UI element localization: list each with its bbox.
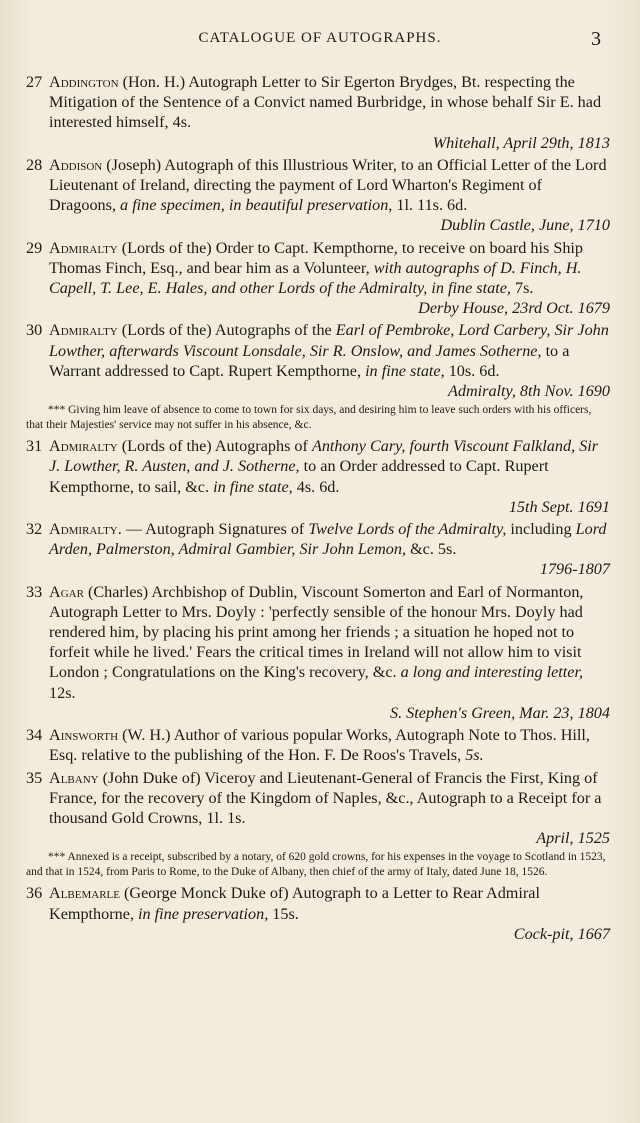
entry-condition: a long and interesting letter, — [400, 663, 584, 682]
entry-dateline: Whitehall, April 29th, 1813 — [432, 133, 610, 152]
catalogue-entry — [26, 155, 610, 236]
entry-condition: in fine state, — [213, 477, 293, 496]
page-header — [0, 28, 640, 50]
entry-number: 29 — [26, 238, 43, 257]
catalogue-entry — [26, 519, 610, 580]
entry-dateline: Cock-pit, 1667 — [513, 924, 610, 943]
catalogue-entry — [26, 725, 610, 765]
entry-price: 4s. 6d. — [296, 477, 340, 496]
entry-price: 12s. — [49, 683, 76, 702]
entry-price: 1l. 11s. 6d. — [396, 196, 468, 215]
entry-condition: with autographs of D. Finch, H. Capell, T. Lee, E. Hales, and other Lords of the Admiralty, in fine state, — [49, 258, 582, 298]
entry-dateline: Admiralty, 8th Nov. 1690 — [447, 382, 610, 401]
entry-description-cont: including — [510, 520, 572, 539]
entry-name: Agar — [49, 582, 84, 601]
entry-price: 15s. — [272, 904, 299, 923]
entry-number: 34 — [26, 726, 43, 745]
entry-description: (Charles) Archbishop of Dublin, Viscount Somerton and Earl of Normanton, Autograph Letter to Mrs. Doyly : 'perfectly sensible of the honour Mrs. Doyly had rendered him, by placing his print among her friends ; a situation he hoped not to forfeit while he lived.' Fears the critical times in Ireland will not allow him to visit London ; Congratulations on the King's recovery, &c. — [49, 582, 584, 682]
catalogue-entry — [26, 883, 610, 944]
entry-signatories: Earl of Pembroke, Lord Carbery, Sir John Lowther, afterwards Viscount Lonsdale, Sir R. Onslow, and James Sotherne, — [49, 321, 609, 360]
entry-signatories: Twelve Lords of the Admiralty, — [308, 520, 507, 539]
entry-name: Ainsworth — [49, 726, 119, 745]
entry-number: 33 — [26, 582, 43, 601]
entry-number: 30 — [26, 321, 43, 340]
catalogue-entry — [26, 72, 610, 153]
entry-dateline: April, 1525 — [536, 829, 610, 848]
entry-number: 35 — [26, 768, 43, 787]
catalogue-entry — [26, 238, 610, 319]
catalogue-entry — [26, 436, 610, 517]
entry-description: (Lords of the) Order to Capt. Kempthorne, to receive on board his Ship Thomas Finch, Esq., and bear him as a Volunteer, — [49, 238, 584, 277]
entry-price: 7s. — [514, 279, 534, 298]
catalogue-entry — [26, 582, 610, 723]
entry-names: Lord Arden, Palmerston, Admiral Gambier, Sir John Lemon, — [49, 520, 607, 559]
entry-condition: in fine preservation, — [138, 904, 269, 923]
entry-condition: a fine specimen, in beautiful preservation, — [120, 196, 393, 215]
entry-number: 28 — [26, 155, 43, 174]
entry-dateline: 1796-1807 — [539, 560, 610, 579]
entry-name: Admiralty — [49, 437, 118, 456]
entry-number: 31 — [26, 437, 43, 456]
entry-dateline: Dublin Castle, June, 1710 — [440, 216, 610, 235]
entry-name: Addison — [49, 155, 103, 174]
entry-description: (Hon. H.) Autograph Letter to Sir Egerton Brydges, Bt. respecting the Mitigation of the Sentence of a Convict named Burbridge, in whose behalf Sir E. had interested himself, 4s. — [49, 73, 602, 132]
page-number: 3 — [591, 28, 602, 50]
catalogue-entry — [26, 320, 610, 401]
catalogue-entry — [26, 768, 610, 849]
entry-description: (Lords of the) Autographs of the — [121, 321, 332, 340]
entry-footnote: *** Giving him leave of absence to come to town for six days, and desiring him to leave such orders with his officers, that their Majesties' service may not suffer in his absence, &c. — [26, 404, 592, 431]
entry-name: Addington — [49, 73, 119, 91]
catalogue-entries — [26, 72, 610, 946]
entry-price: &c. 5s. — [410, 540, 457, 559]
entry-price: 5s. — [465, 746, 484, 765]
entry-number: 32 — [26, 520, 43, 539]
entry-signatories: Anthony Cary, fourth Viscount Falkland, Sir J. Lowther, R. Austen, and J. Sotherne, — [49, 437, 599, 476]
entry-price: 10s. 6d. — [448, 361, 500, 380]
entry-name: Albemarle — [49, 884, 120, 903]
entry-description: (Lords of the) Autographs of — [121, 437, 308, 456]
entry-description: (John Duke of) Viceroy and Lieutenant-General of Francis the First, King of France, for the recovery of the Kingdom of Naples, &c., Autograph to a Receipt for a thousand Gold Crowns, 1l. 1s. — [49, 768, 602, 827]
entry-name: Admiralty — [49, 321, 118, 340]
entry-description: (George Monck Duke of) Autograph to a Letter to Rear Admiral Kempthorne, — [49, 884, 540, 923]
entry-description: — Autograph Signatures of — [125, 520, 305, 539]
entry-number: 27 — [26, 73, 43, 91]
entry-description-cont: to a Warrant addressed to Capt. Rupert Kempthorne, — [49, 341, 570, 380]
entry-dateline: S. Stephen's Green, Mar. 23, 1804 — [389, 703, 610, 722]
entry-dateline: 15th Sept. 1691 — [508, 497, 610, 516]
entry-footnote: *** Annexed is a receipt, subscribed by a notary, of 620 gold crowns, for his expenses in the voyage to Scotland in 1523, and that in 1524, from Paris to Rome, to the Duke of Albany, then chief of the army of Italy, dated June 18, 1526. — [26, 851, 606, 878]
entry-condition: in fine state, — [365, 361, 445, 380]
entry-number: 36 — [26, 884, 43, 903]
entry-dateline: Derby House, 23rd Oct. 1679 — [418, 299, 610, 318]
entry-description: (Joseph) Autograph of this Illustrious Writer, to an Official Letter of the Lord Lieutenant of Ireland, directing the payment of Lord Wharton's Regiment of Dragoons, — [49, 155, 607, 215]
entry-name: Admiralty. — [49, 520, 122, 539]
running-title: CATALOGUE OF AUTOGRAPHS. — [198, 30, 442, 46]
entry-description-cont: to an Order addressed to Capt. Rupert Kempthorne, to sail, &c. — [49, 457, 549, 496]
entry-name: Admiralty — [49, 238, 118, 257]
entry-description: (W. H.) Author of various popular Works, Autograph Note to Thos. Hill, Esq. relative to the publishing of the Hon. F. De Roos's Travels, — [49, 726, 590, 765]
entry-name: Albany — [49, 768, 99, 787]
